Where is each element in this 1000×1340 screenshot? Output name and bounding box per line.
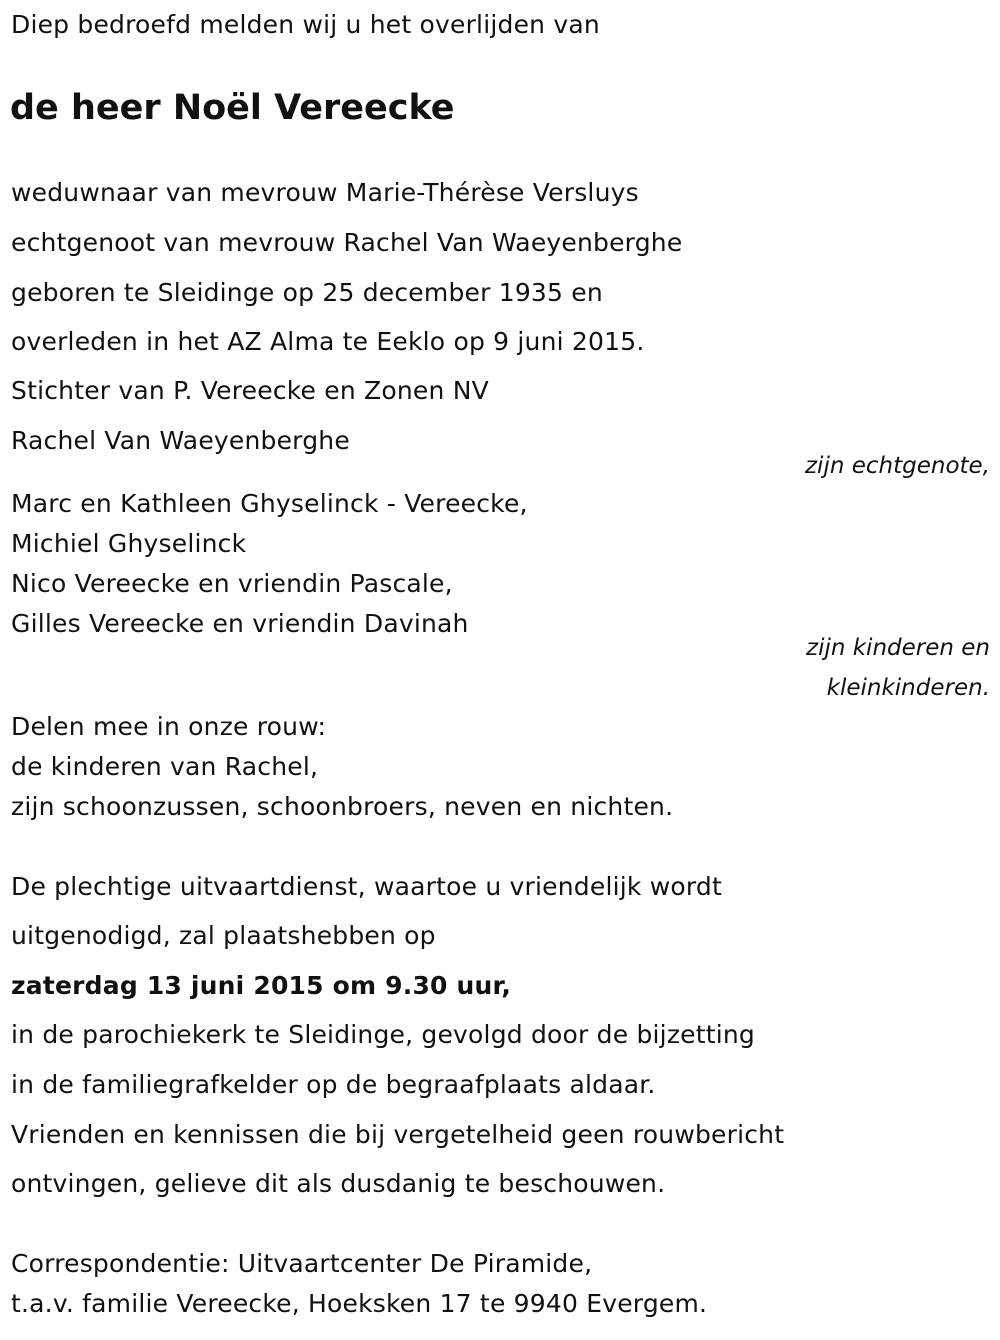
child-line: Michiel Ghyselinck xyxy=(11,529,247,558)
spouse-name: Rachel Van Waeyenberghe xyxy=(11,426,350,455)
mourning-line: de kinderen van Rachel, xyxy=(11,752,319,781)
service-line: in de familiegrafkelder op de begraafplaats aldaar. xyxy=(11,1070,656,1099)
bio-line: overleden in het AZ Alma te Eeklo op 9 juni 2015. xyxy=(11,327,645,356)
service-line: ontvingen, gelieve dit als dusdanig te beschouwen. xyxy=(11,1169,666,1198)
service-line: in de parochiekerk te Sleidinge, gevolgd door de bijzetting xyxy=(11,1020,755,1049)
child-line: Nico Vereecke en vriendin Pascale, xyxy=(11,569,453,598)
service-line: De plechtige uitvaartdienst, waartoe u vriendelijk wordt xyxy=(11,872,722,901)
bio-line: echtgenoot van mevrouw Rachel Van Waeyenberghe xyxy=(11,228,683,257)
service-line: Vrienden en kennissen die bij vergetelheid geen rouwbericht xyxy=(11,1120,785,1149)
mourning-line: zijn schoonzussen, schoonbroers, neven en nichten. xyxy=(11,792,674,821)
correspondence-line: Correspondentie: Uitvaartcenter De Piramide, xyxy=(11,1249,593,1278)
bio-line: weduwnaar van mevrouw Marie-Thérèse Versluys xyxy=(11,178,639,207)
service-line: uitgenodigd, zal plaatshebben op xyxy=(11,921,436,950)
correspondence-line: t.a.v. familie Vereecke, Hoeksken 17 te 9940 Evergem. xyxy=(11,1289,708,1318)
children-role: zijn kinderen en xyxy=(806,635,990,661)
service-date: zaterdag 13 juni 2015 om 9.30 uur, xyxy=(11,971,512,1000)
bio-line: geboren te Sleidinge op 25 december 1935 en xyxy=(11,278,603,307)
spouse-role: zijn echtgenote, xyxy=(804,453,990,479)
children-role: kleinkinderen. xyxy=(826,675,990,701)
child-line: Gilles Vereecke en vriendin Davinah xyxy=(11,609,469,638)
bio-line: Stichter van P. Vereecke en Zonen NV xyxy=(11,376,489,405)
deceased-name: de heer Noël Vereecke xyxy=(10,88,455,128)
intro-text: Diep bedroefd melden wij u het overlijden van xyxy=(11,10,600,39)
mourning-line: Delen mee in onze rouw: xyxy=(11,712,327,741)
child-line: Marc en Kathleen Ghyselinck - Vereecke, xyxy=(11,489,528,518)
